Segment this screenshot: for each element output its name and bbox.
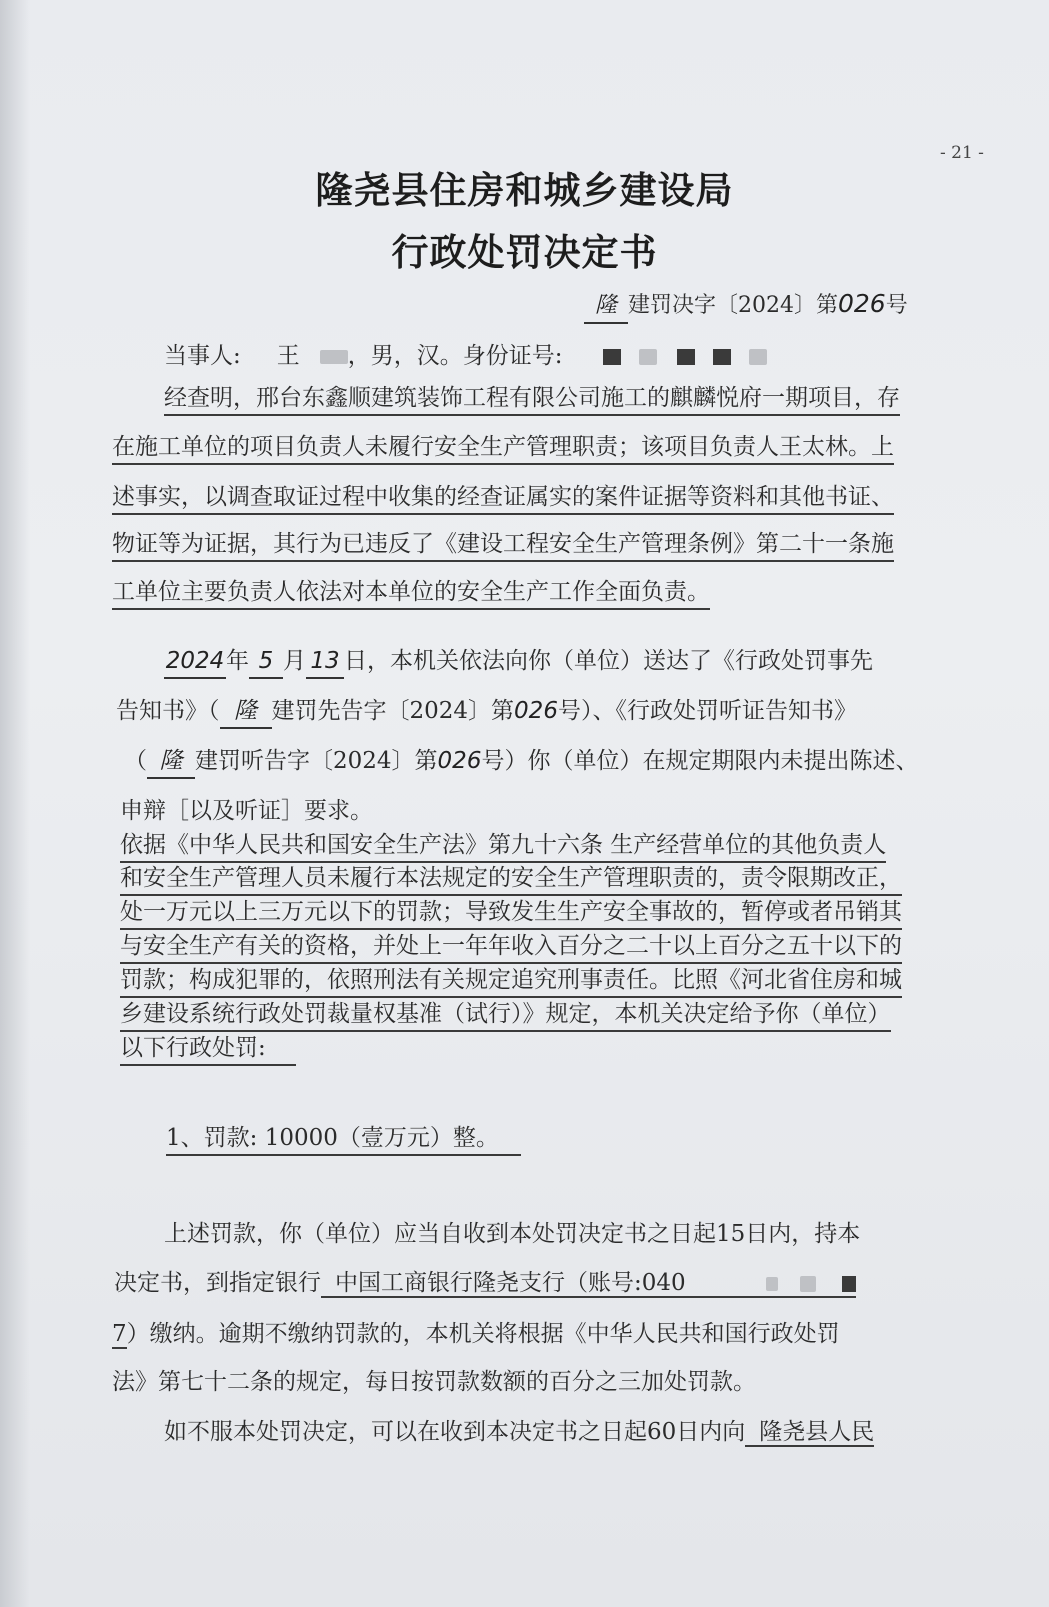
basis-line-4: 与安全生产有关的资格，并处上一年年收入百分之二十以上百分之五十以下的	[120, 930, 902, 964]
facts-line-1: 经查明，邢台东鑫顺建筑装饰工程有限公司施工的麒麟悦府一期项目，存	[164, 382, 900, 416]
basis-line-2: 和安全生产管理人员未履行本法规定的安全生产管理职责的，责令限期改正，	[120, 862, 902, 896]
notice-text-3b: 建罚听告字〔2024〕第	[195, 748, 438, 774]
doc-number-handwritten: 026	[838, 289, 886, 318]
notice-number: 026	[514, 698, 558, 724]
party-details: ，男，汉。身份证号:	[347, 343, 563, 369]
redaction	[677, 349, 695, 365]
doc-suffix: 号	[885, 293, 908, 318]
notice-year: 2024	[165, 648, 225, 674]
party-name: 王	[276, 343, 300, 369]
notice-line-1	[164, 645, 873, 679]
notice-text-1: 日，本机关依法向你（单位）送达了《行政处罚事先	[344, 648, 873, 674]
notice-line-4: 申辩［以及听证］要求。	[120, 798, 373, 824]
notice-line-2	[116, 695, 857, 729]
redaction	[713, 349, 731, 365]
hearing-county: 隆	[159, 748, 183, 774]
doc-county: 隆	[594, 293, 617, 318]
payment-line-3	[112, 1318, 840, 1350]
account-tail: 7	[112, 1321, 127, 1347]
page-number: - 21 -	[940, 143, 984, 163]
basis-line-7: 以下行政处罚:	[120, 1032, 296, 1066]
month-unit: 月	[283, 648, 306, 674]
redaction	[766, 1277, 778, 1291]
party-line	[164, 340, 767, 372]
notice-county: 隆	[234, 698, 257, 724]
notice-line-3	[124, 745, 918, 779]
redaction	[800, 1276, 816, 1292]
account-start: 040	[641, 1270, 686, 1296]
basis-line-5: 罚款；构成犯罪的，依照刑法有关规定追究刑事责任。比照《河北省住房和城	[120, 964, 902, 998]
basis-line-1: 依据《中华人民共和国安全生产法》第九十六条 生产经营单位的其他负责人	[120, 829, 886, 863]
notice-month: 5	[258, 648, 274, 674]
payment-line-4: 法》第七十二条的规定，每日按罚款数额的百分之三加处罚款。	[112, 1369, 756, 1395]
notice-text-2a: 告知书》（	[116, 698, 220, 724]
document-number	[584, 288, 908, 324]
appeal-text: 如不服本处罚决定，可以在收到本决定书之日起60日内向	[164, 1419, 746, 1445]
payment-text-2a: 决定书，到指定银行	[114, 1270, 321, 1296]
appeal-line-1	[164, 1416, 874, 1448]
redaction	[320, 350, 348, 364]
facts-line-3: 述事实，以调查取证过程中收集的经查证属实的案件证据等资料和其他书证、	[112, 481, 894, 515]
payment-line-2	[114, 1267, 856, 1299]
basis-line-3: 处一万元以上三万元以下的罚款；导致发生生产安全事故的，暂停或者吊销其	[120, 896, 902, 930]
doc-prefix: 建罚决字〔2024〕第	[628, 293, 838, 318]
redaction	[603, 349, 621, 365]
notice-text-2b: 建罚先告字〔2024〕第	[271, 698, 515, 724]
issuer-title: 隆尧县住房和城乡建设局	[315, 168, 734, 212]
bank-name: 中国工商银行隆尧支行（账号:	[335, 1270, 642, 1296]
redaction	[842, 1276, 856, 1292]
facts-line-5: 工单位主要负责人依法对本单位的安全生产工作全面负责。	[112, 576, 710, 610]
party-label: 当事人:	[164, 343, 241, 369]
document-title: 行政处罚决定书	[391, 230, 658, 274]
notice-text-3c: 号）你（单位）在规定期限内未提出陈述、	[481, 748, 919, 774]
appeal-authority: 隆尧县人民	[745, 1419, 874, 1447]
penalty-item: 1、罚款: 10000（壹万元）整。	[166, 1122, 521, 1156]
redaction	[639, 349, 657, 365]
notice-text-2c: 号）、《行政处罚听证告知书》	[557, 698, 857, 724]
notice-text-3a: （	[124, 748, 147, 774]
payment-line-1: 上述罚款，你（单位）应当自收到本处罚决定书之日起15日内，持本	[164, 1221, 861, 1247]
hearing-number: 026	[437, 748, 482, 774]
facts-line-4: 物证等为证据，其行为已违反了《建设工程安全生产管理条例》第二十一条施	[112, 528, 894, 562]
notice-day: 13	[310, 648, 340, 674]
redaction	[749, 349, 767, 365]
basis-line-6: 乡建设系统行政处罚裁量权基准（试行）》规定，本机关决定给予你（单位）	[120, 998, 891, 1032]
facts-line-2: 在施工单位的项目负责人未履行安全生产管理职责；该项目负责人王太林。上	[112, 431, 894, 465]
year-unit: 年	[226, 648, 249, 674]
payment-text-3b: ）缴纳。逾期不缴纳罚款的，本机关将根据《中华人民共和国行政处罚	[126, 1321, 840, 1347]
